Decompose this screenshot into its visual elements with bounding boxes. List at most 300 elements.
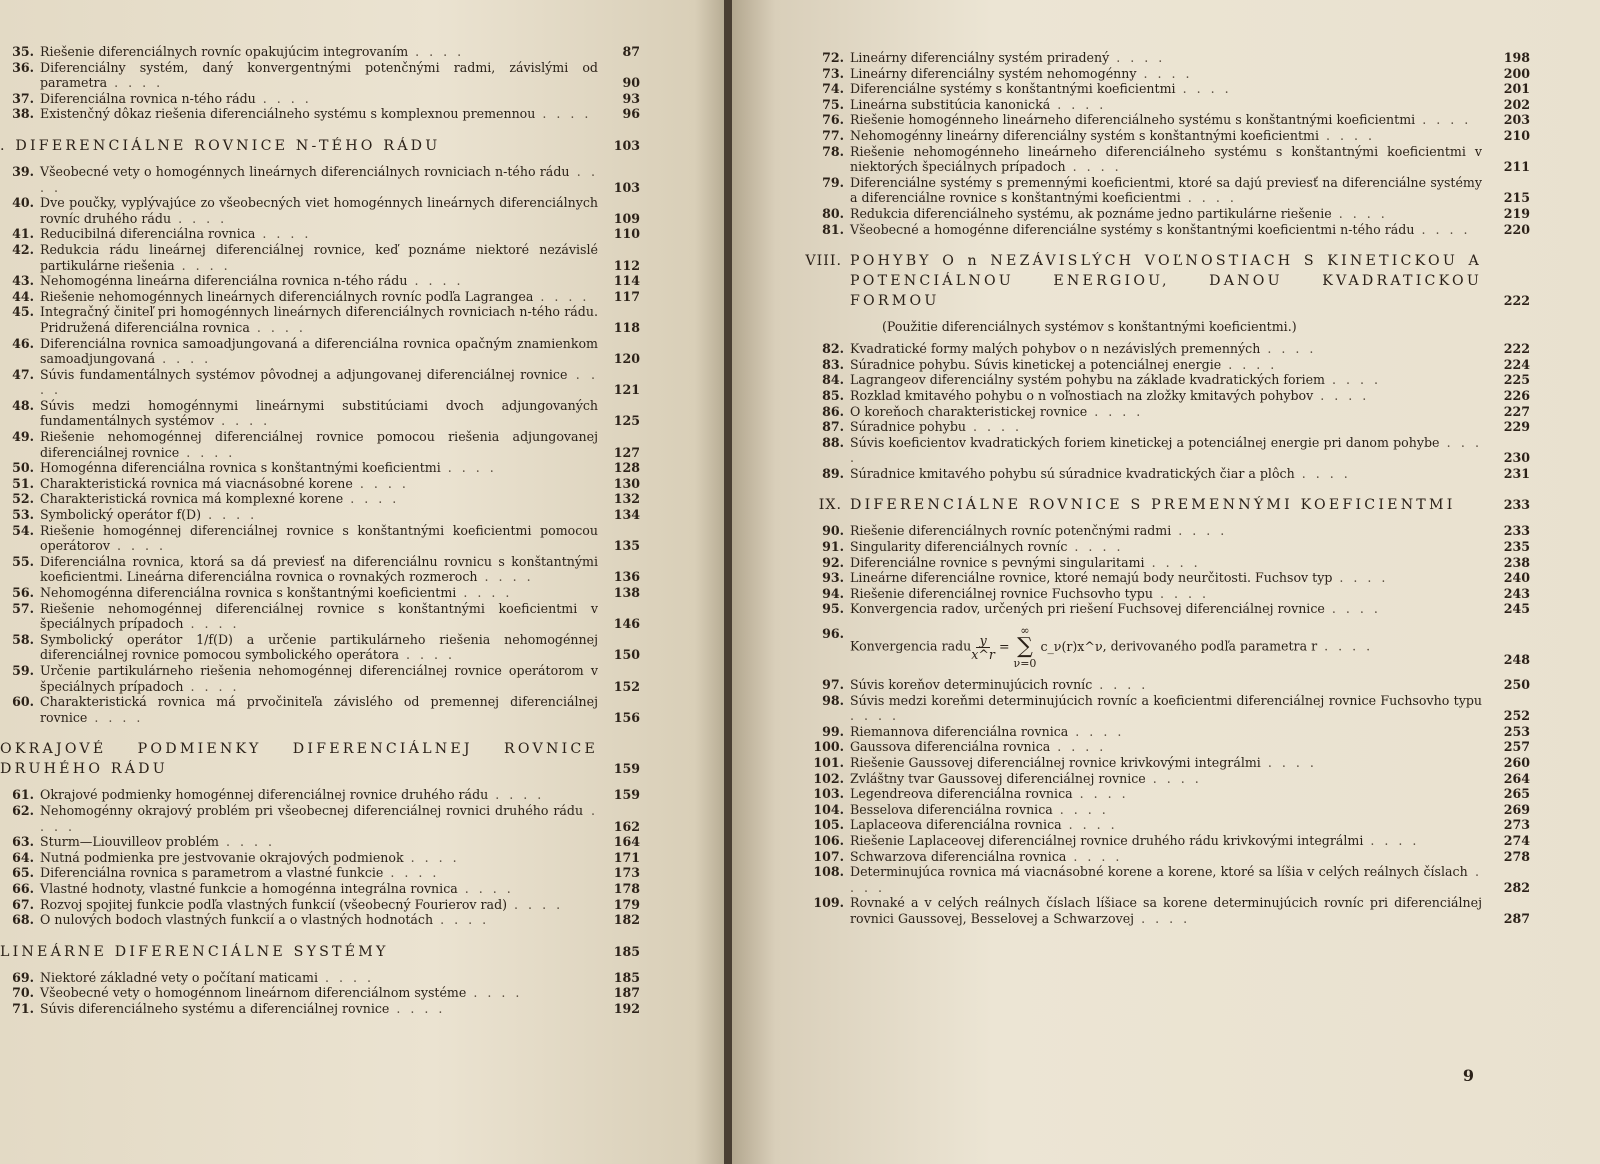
section-title-text: Súvis medzi homogénnymi lineárnymi substitúciami dvoch adjungovaných fundamentálnych systémov (40, 397, 598, 429)
section-title-text: Zvláštny tvar Gaussovej diferenciálnej rovnice (850, 770, 1146, 786)
section-number: 78. (822, 143, 844, 159)
page-ref: 110 (613, 226, 640, 242)
leader-dots: . . . . (1171, 523, 1228, 539)
section-title-text: Všeobecné vety o homogénnom lineárnom diferenciálnom systéme (40, 985, 467, 1001)
section-title-text: Riešenie nehomogénneho lineárneho diferenciálneho systému s konštantnými koeficientmi v niektorých špeciálnych prípadoch (850, 143, 1482, 175)
section-title (850, 539, 1482, 555)
leader-dots: . . . . (155, 351, 212, 367)
section-number: 107. (813, 848, 844, 864)
left-page (0, 0, 724, 1164)
page-ref: 220 (1503, 221, 1530, 237)
page-ref: 127 (613, 444, 640, 460)
leader-dots: . . . . (1363, 832, 1420, 848)
section-number: 84. (822, 372, 844, 388)
section-title (850, 50, 1482, 66)
section-title-text: Nutná podmienka pre jestvovanie okrajových podmienok (40, 849, 404, 865)
toc-entry (732, 419, 1530, 435)
section-number: 106. (813, 832, 844, 848)
toc-entry (0, 970, 640, 986)
toc-entry (732, 539, 1530, 555)
section-title-text: Diferenciálna rovnica s parametrom a vlastné funkcie (40, 865, 384, 881)
section-title (850, 625, 1482, 669)
leader-dots: . . . . (1313, 387, 1370, 403)
chapter-heading (0, 942, 640, 962)
leader-dots: . . . . (174, 257, 231, 273)
section-title (40, 523, 598, 554)
chapter-title: POHYBY O n NEZÁVISLÝCH VOĽNOSTIACH S KINETICKOU A POTENCIÁLNOU ENERGIOU, DANOU KVADRATICKOU FORMOU (850, 253, 1482, 310)
section-title-text: Riešenie Laplaceovej diferenciálnej rovnice druhého rádu krivkovými integrálmi (850, 832, 1364, 848)
toc-entry (0, 242, 640, 273)
chapter-title: . DIFERENCIÁLNE ROVNICE N-TÉHO RÁDU (0, 137, 441, 154)
section-title (40, 787, 598, 803)
section-title (40, 242, 598, 273)
book-gutter (724, 0, 732, 1164)
section-number: 103. (813, 786, 844, 802)
section-number: 81. (822, 221, 844, 237)
leader-dots: . . . . (1067, 539, 1124, 555)
section-title (40, 1001, 598, 1017)
section-number: 99. (822, 723, 844, 739)
toc-entry (0, 289, 640, 305)
toc-entry (732, 466, 1530, 482)
sum-term: c_ν(r)x^ν (1040, 639, 1103, 655)
section-title (40, 601, 598, 632)
leader-dots: . . . . (456, 585, 513, 600)
section-number: 56. (12, 585, 34, 600)
toc-entry (0, 398, 640, 429)
toc-entry (0, 60, 640, 91)
leader-dots: . . . . (850, 434, 1482, 466)
section-title-text: Nehomogénny okrajový problém pri všeobecnej diferenciálnej rovnici druhého rádu (40, 802, 584, 818)
section-title-text: Diferenciálne rovnice s pevnými singularitami (850, 554, 1145, 570)
section-title (40, 304, 598, 335)
leader-dots: . . . . (1294, 465, 1351, 481)
section-number: 61. (12, 787, 34, 803)
leader-dots: . . . . (1260, 755, 1317, 770)
section-title (40, 429, 598, 460)
leader-dots: . . . . (408, 44, 465, 59)
toc-entry (0, 554, 640, 585)
page-ref: 274 (1503, 832, 1530, 848)
section-title-text: Okrajové podmienky homogénnej diferenciálnej rovnice druhého rádu (40, 787, 489, 803)
section-title-text: Determinujúca rovnica má viacnásobné korene a korene, ktoré sa líšia v celých reálnych číslach (850, 864, 1468, 880)
page-ref: 235 (1503, 539, 1530, 555)
page-ref: 222 (1503, 293, 1530, 309)
page-ref: 278 (1503, 848, 1530, 864)
section-number: 70. (12, 985, 34, 1001)
leader-dots: . . . . (966, 419, 1023, 435)
section-title-text: Nehomogénny lineárny diferenciálny systém s konštantnými koeficientmi (850, 127, 1319, 143)
toc-entry (0, 865, 640, 881)
page-ref: 282 (1503, 879, 1530, 895)
page-ref: 121 (613, 382, 640, 398)
page-ref: 150 (613, 647, 640, 663)
section-title-text: Súvis medzi koreňmi determinujúcich rovníc a koeficientmi diferenciálnej rovnice Fuchsovho typu (850, 692, 1482, 708)
toc-entry (732, 802, 1530, 818)
section-number: 45. (12, 304, 34, 320)
section-number: 46. (12, 335, 34, 351)
toc-entry (732, 357, 1530, 373)
summation (1014, 625, 1037, 669)
section-number: 40. (12, 195, 34, 211)
leader-dots: . . . . (407, 273, 464, 289)
section-title (850, 81, 1482, 97)
leader-dots: . . . . (477, 569, 534, 585)
section-title-text: Charakteristická rovnica má prvočiniteľa závislého od premennej diferenciálnej rovnice (40, 694, 598, 725)
section-title (850, 144, 1482, 175)
toc-entry (732, 833, 1530, 849)
toc-entry (732, 601, 1530, 617)
leader-dots: . . . . (1260, 341, 1317, 357)
chapter-title: OKRAJOVÉ PODMIENKY DIFERENCIÁLNEJ ROVNICE DRUHÉHO RÁDU (0, 741, 598, 778)
page-ref: 171 (613, 849, 640, 865)
page-ref: 203 (1503, 112, 1530, 128)
leader-dots: . . . . (1414, 221, 1471, 237)
leader-dots: . . . . (850, 864, 1482, 895)
section-title-text: Riešenie nehomogénnych lineárnych diferenciálnych rovníc podľa Lagrangea (40, 288, 534, 304)
leader-dots: . . . . (1092, 677, 1149, 693)
section-title (40, 336, 598, 367)
section-title-text: Schwarzova diferenciálna rovnica (850, 848, 1067, 864)
section-number: 50. (12, 460, 34, 476)
section-title-text: Redukcia diferenciálneho systému, ak poznáme jedno partikulárne riešenie (850, 205, 1332, 221)
toc-entry (732, 864, 1530, 895)
toc-entry (732, 555, 1530, 571)
section-title (850, 833, 1482, 849)
section-title-text: Lagrangeov diferenciálny systém pohybu na základe kvadratických foriem (850, 372, 1326, 388)
toc-entry (732, 625, 1530, 669)
section-number: 98. (822, 692, 844, 708)
section-number: 52. (12, 491, 34, 507)
section-title-text: Legendreova diferenciálna rovnica (850, 786, 1073, 802)
page-ref: 117 (613, 288, 640, 304)
leader-dots: . . . . (1087, 403, 1144, 419)
section-title (40, 803, 598, 834)
page-ref: 257 (1503, 739, 1530, 755)
section-title-text: Nehomogénna diferenciálna rovnica s konštantnými koeficientmi (40, 585, 457, 600)
leader-dots: . . . . (1072, 786, 1129, 802)
page-ref: 230 (1503, 450, 1530, 466)
page-ref: 269 (1503, 801, 1530, 817)
page-ref: 90 (622, 75, 640, 91)
section-title (850, 97, 1482, 113)
section-title-text: Riešenie homogénnej diferenciálnej rovnice s konštantnými koeficientmi pomocou operátorov (40, 522, 598, 554)
page-ref: 138 (613, 585, 640, 600)
section-title (850, 570, 1482, 586)
toc-entry (0, 912, 640, 928)
toc-entry (0, 523, 640, 554)
section-number: 60. (12, 694, 34, 710)
section-title (850, 817, 1482, 833)
toc-entry (732, 771, 1530, 787)
section-title (40, 491, 598, 507)
page-ref: 112 (613, 257, 640, 273)
section-title-text: Riešenie nehomogénnej diferenciálnej rovnice pomocou riešenia adjungovanej diferenciálnej rovnice (40, 429, 598, 460)
page-ref: 238 (1503, 554, 1530, 570)
chapter-note: (Použitie diferenciálnych systémov s konštantnými koeficientmi.) (882, 319, 1297, 335)
toc-entry (732, 388, 1530, 404)
page-ref: 96 (622, 106, 640, 122)
section-title-text: Rovnaké a v celých reálnych číslach líšiace sa korene determinujúcich rovníc pri diferenciálnej rovnici Gaussovej, Besselovej a Schwarzovej (850, 895, 1482, 926)
toc-entry (0, 336, 640, 367)
leader-dots: . . . . (1175, 81, 1232, 97)
section-title (40, 106, 598, 122)
section-title-text: Všeobecné vety o homogénnych lineárnych diferenciálnych rovniciach n-tého rádu (40, 163, 570, 179)
section-title-text: Sturm—Liouvilleov problém (40, 834, 219, 850)
page-ref: 210 (1503, 127, 1530, 143)
section-number: 66. (12, 880, 34, 896)
page-ref: 252 (1503, 708, 1530, 724)
section-number: 62. (12, 802, 34, 818)
section-title-text: Diferenciálny systém, daný konvergentnými potenčnými radmi, závislými od parametra (40, 59, 598, 91)
toc-entry (732, 677, 1530, 693)
section-title-text: Symbolický operátor f(D) (40, 507, 202, 523)
leader-dots: . . . . (1332, 570, 1389, 586)
toc-entry (0, 601, 640, 632)
toc-entry (0, 585, 640, 601)
chapter-heading (732, 495, 1530, 515)
section-number: 35. (12, 44, 34, 59)
section-number: 92. (822, 554, 844, 570)
leader-dots: . . . . (249, 319, 306, 335)
section-number: 51. (12, 475, 34, 491)
section-number: 48. (12, 397, 34, 413)
section-title-text: Rozvoj spojitej funkcie podľa vlastných funkcií (všeobecný Fourierov rad) (40, 896, 508, 912)
section-title-text: Charakteristická rovnica má komplexné korene (40, 491, 344, 507)
chapter-number: VIII. (805, 253, 842, 270)
section-number: 74. (822, 81, 844, 97)
section-number: 104. (813, 801, 844, 817)
toc-entry (0, 694, 640, 725)
section-title-text: Súvis diferenciálneho systému a diferenciálnej rovnice (40, 1000, 390, 1016)
page-ref: 164 (613, 834, 640, 850)
section-title (850, 419, 1482, 435)
toc-entry (732, 404, 1530, 420)
toc-entry (732, 144, 1530, 175)
section-title-text: Laplaceova diferenciálna rovnica (850, 817, 1062, 833)
chapter-title: DIFERENCIÁLNE ROVNICE S PREMENNÝMI KOEFICIENTMI (850, 497, 1456, 514)
section-title-text: Konvergencia radov, určených pri riešení Fuchsovej diferenciálnej rovnice (850, 601, 1325, 617)
section-title (850, 175, 1482, 206)
section-number: 54. (12, 522, 34, 538)
section-number: 55. (12, 553, 34, 569)
section-title-text: Besselova diferenciálna rovnica (850, 801, 1053, 817)
section-number: 77. (822, 127, 844, 143)
formula-prefix: Konvergencia radu (850, 638, 972, 654)
section-title (850, 435, 1482, 466)
leader-dots: . . . . (1145, 770, 1202, 786)
section-title-text: Diferenciálne systémy s konštantnými koeficientmi (850, 81, 1176, 97)
leader-dots: . . . . (1052, 801, 1109, 817)
leader-dots: . . . . (488, 787, 545, 803)
section-title-text: Súvis koreňov determinujúcich rovníc (850, 677, 1093, 693)
toc-entry (732, 341, 1530, 357)
section-number: 68. (12, 912, 34, 928)
section-title-text: Súradnice pohybu (850, 419, 967, 435)
section-number: 41. (12, 226, 34, 242)
section-title (40, 44, 598, 60)
page-ref: 222 (1503, 341, 1530, 357)
leader-dots: . . . . (352, 475, 409, 491)
section-title-text: Súradnice kmitavého pohybu sú súradnice kvadratických čiar a plôch (850, 465, 1295, 481)
section-number: 76. (822, 112, 844, 128)
section-title-text: Reducibilná diferenciálna rovnica (40, 226, 256, 242)
page-ref: 243 (1503, 585, 1530, 601)
section-title-text: Vlastné hodnoty, vlastné funkcie a homogénna integrálna rovnica (40, 880, 458, 896)
page-ref: 245 (1503, 601, 1530, 617)
page-ref: 159 (613, 787, 640, 803)
leader-dots: . . . . (343, 491, 400, 507)
section-title (40, 91, 598, 107)
section-title (850, 555, 1482, 571)
section-number: 49. (12, 429, 34, 445)
section-number: 108. (813, 864, 844, 880)
toc-entry (732, 81, 1530, 97)
toc-entry (0, 663, 640, 694)
section-title (40, 694, 598, 725)
page-ref: 273 (1503, 817, 1530, 833)
leader-dots: . . . . (535, 106, 592, 122)
leader-dots: . . . . (201, 507, 258, 523)
leader-dots: . . . . (389, 1000, 446, 1016)
toc-entry (732, 849, 1530, 865)
leader-dots: . . . . (255, 226, 312, 242)
page-ref: 187 (613, 985, 640, 1001)
toc-entry (732, 570, 1530, 586)
section-number: 63. (12, 834, 34, 850)
section-title-text: Riešenie diferenciálnej rovnice Fuchsovho typu (850, 585, 1153, 601)
section-number: 69. (12, 969, 34, 985)
leader-dots: . . . . (1109, 50, 1166, 65)
section-number: 89. (822, 465, 844, 481)
sum-upper: ∞ (1020, 624, 1030, 638)
toc-entry (732, 112, 1530, 128)
section-title-text: Kvadratické formy malých pohybov o n nezávislých premenných (850, 341, 1261, 357)
section-title-text: Charakteristická rovnica má viacnásobné korene (40, 475, 353, 491)
section-title (40, 632, 598, 663)
section-number: 80. (822, 205, 844, 221)
page-ref: 219 (1503, 205, 1530, 221)
section-title (850, 404, 1482, 420)
right-page (732, 0, 1600, 1164)
section-title-text: Lineárny diferenciálny systém nehomogénny (850, 65, 1137, 81)
toc-entry (0, 44, 640, 60)
section-number: 90. (822, 523, 844, 539)
section-title (40, 60, 598, 91)
section-title-text: Gaussova diferenciálna rovnica (850, 739, 1051, 755)
section-number: 73. (822, 65, 844, 81)
leader-dots: . . . . (1066, 848, 1123, 864)
toc-entry (732, 66, 1530, 82)
section-title-text: Dve poučky, vyplývajúce zo všeobecných viet homogénnych lineárnych diferenciálnych rovníc druhého rádu (40, 195, 598, 226)
section-title (850, 523, 1482, 539)
section-title (850, 786, 1482, 802)
page-ref: 200 (1503, 65, 1530, 81)
section-title (40, 367, 598, 398)
section-title-text: Nehomogénna lineárna diferenciálna rovnica n-tého rádu (40, 273, 408, 289)
section-title (850, 341, 1482, 357)
toc-entry (0, 897, 640, 913)
chapter-heading (0, 739, 640, 779)
section-title (850, 466, 1482, 482)
leader-dots: . . . . (1317, 638, 1374, 654)
page-ref: 162 (613, 818, 640, 834)
section-number: 94. (822, 585, 844, 601)
page-ref: 260 (1503, 755, 1530, 770)
toc-entry (0, 834, 640, 850)
section-title-text: Riešenie diferenciálnych rovníc potenčnými radmi (850, 523, 1172, 539)
page-ref: 198 (1503, 50, 1530, 65)
section-title-text: Integračný činiteľ pri homogénnych lineárnych diferenciálnych rovniciach n-tého rádu. Pridružená diferenciálna rovnica (40, 304, 598, 335)
section-title-text: Riešenie homogénneho lineárneho diferenciálneho systému s konštantnými koeficientmi (850, 112, 1416, 128)
toc-entry (0, 491, 640, 507)
toc-entry (0, 106, 640, 122)
section-title (40, 585, 598, 601)
section-title (40, 912, 598, 928)
page-ref: 225 (1503, 372, 1530, 388)
section-number: 105. (813, 817, 844, 833)
section-title (850, 388, 1482, 404)
section-number: 37. (12, 90, 34, 106)
section-title (40, 507, 598, 523)
section-title (850, 206, 1482, 222)
page-ref: 118 (613, 319, 640, 335)
section-title (40, 226, 598, 242)
leader-dots: . . . . (1415, 112, 1472, 128)
section-title (850, 677, 1482, 693)
section-title-text: Singularity diferenciálnych rovníc (850, 539, 1068, 555)
page-ref: 135 (613, 538, 640, 554)
chapter-title: LINEÁRNE DIFERENCIÁLNE SYSTÉMY (0, 943, 389, 960)
section-number: 58. (12, 631, 34, 647)
toc-entry (732, 128, 1530, 144)
section-number: 83. (822, 356, 844, 372)
section-title (40, 881, 598, 897)
toc-entry (732, 724, 1530, 740)
section-title (850, 693, 1482, 724)
leader-dots: . . . . (255, 90, 312, 106)
toc-entry (0, 304, 640, 335)
toc-entry (0, 881, 640, 897)
section-number: 47. (12, 366, 34, 382)
leader-dots: . . . . (1136, 65, 1193, 81)
page-ref: 132 (613, 491, 640, 507)
section-title (850, 586, 1482, 602)
page-ref: 109 (613, 210, 640, 226)
toc-entry (732, 523, 1530, 539)
page-ref: 159 (613, 761, 640, 777)
section-title (40, 865, 598, 881)
section-title (40, 850, 598, 866)
toc-entry (0, 850, 640, 866)
section-number: 87. (822, 419, 844, 435)
section-number: 96. (822, 626, 844, 642)
leader-dots: . . . . (440, 460, 497, 476)
section-title (40, 398, 598, 429)
formula-suffix: , derivovaného podľa parametra r (1102, 638, 1318, 654)
leader-dots: . . . . (1065, 159, 1122, 175)
leader-dots: . . . . (466, 985, 523, 1001)
section-title-text: Niektoré základné vety o počítaní maticami (40, 969, 319, 985)
section-title-text: Lineárna substitúcia kanonická (850, 96, 1051, 112)
toc-entry (0, 164, 640, 195)
chapter-heading (0, 136, 640, 156)
section-number: 82. (822, 341, 844, 357)
leader-dots: . . . . (40, 366, 598, 398)
page-ref: 233 (1503, 523, 1530, 539)
toc-entry (732, 175, 1530, 206)
section-title (850, 372, 1482, 388)
